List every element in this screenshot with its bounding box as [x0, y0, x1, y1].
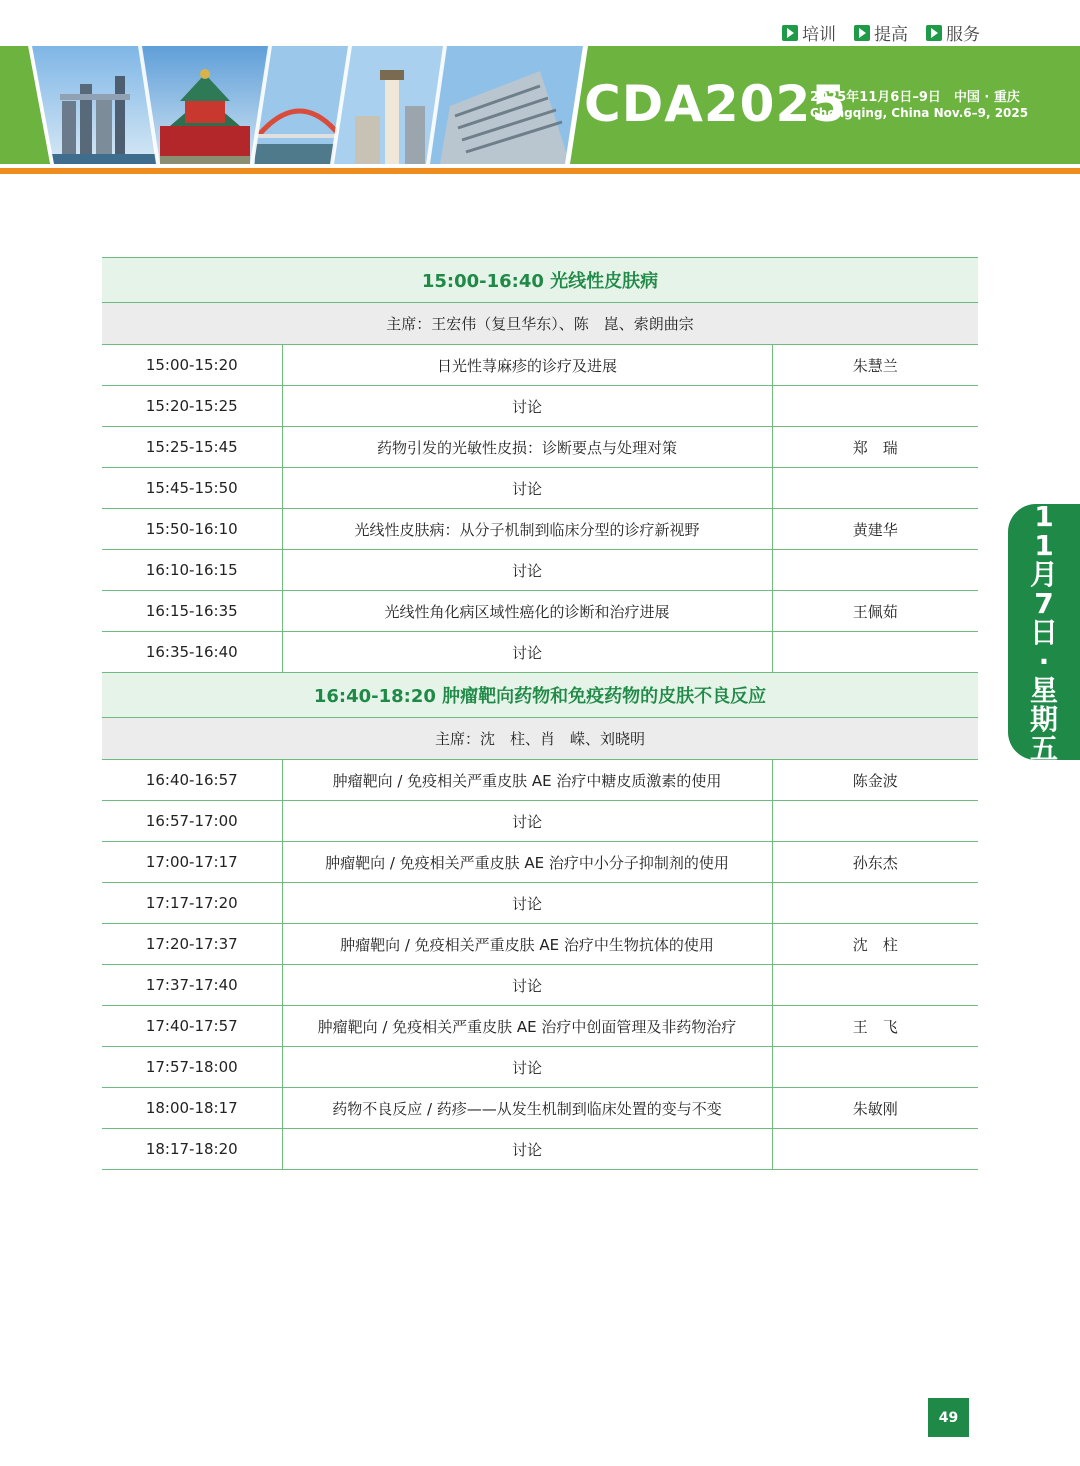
- row-topic: 讨论: [282, 386, 772, 427]
- tagline-item: [854, 20, 908, 45]
- play-arrow-icon: [926, 25, 942, 41]
- row-time: 15:25-15:45: [102, 427, 282, 468]
- row-time: 16:10-16:15: [102, 550, 282, 591]
- row-time: 17:40-17:57: [102, 1006, 282, 1047]
- row-topic: 日光性荨麻疹的诊疗及进展: [282, 345, 772, 386]
- row-time: 16:15-16:35: [102, 591, 282, 632]
- header-banner: [0, 46, 1080, 164]
- row-speaker: [772, 883, 978, 924]
- schedule-body: [102, 258, 978, 1170]
- event-date-cn: 2025年11月6日–9日 中国 · 重庆: [810, 90, 1020, 105]
- row-speaker: 朱慧兰: [772, 345, 978, 386]
- event-date-en: Chongqing, China Nov.6–9, 2025: [810, 106, 1029, 120]
- row-topic: 药物引发的光敏性皮损：诊断要点与处理对策: [282, 427, 772, 468]
- row-time: 17:17-17:20: [102, 883, 282, 924]
- brand-logo-text: CDA2025: [584, 75, 848, 133]
- row-topic: 肿瘤靶向 / 免疫相关严重皮肤 AE 治疗中糖皮质激素的使用: [282, 760, 772, 801]
- row-time: 16:57-17:00: [102, 801, 282, 842]
- row-topic: 讨论: [282, 883, 772, 924]
- row-time: 17:00-17:17: [102, 842, 282, 883]
- row-speaker: [772, 1047, 978, 1088]
- table-row: [102, 883, 978, 924]
- tagline-item: [782, 20, 836, 45]
- row-time: 15:20-15:25: [102, 386, 282, 427]
- schedule-table: [102, 257, 978, 1170]
- row-topic: 讨论: [282, 550, 772, 591]
- row-time: 18:17-18:20: [102, 1129, 282, 1170]
- play-arrow-icon: [854, 25, 870, 41]
- table-row: [102, 632, 978, 673]
- row-time: 18:00-18:17: [102, 1088, 282, 1129]
- table-row: [102, 924, 978, 965]
- row-speaker: [772, 801, 978, 842]
- tagline-item: [926, 20, 980, 45]
- row-time: 15:45-15:50: [102, 468, 282, 509]
- row-speaker: 朱敏刚: [772, 1088, 978, 1129]
- play-arrow-icon: [782, 25, 798, 41]
- table-row: [102, 1047, 978, 1088]
- session-chair-row: [102, 718, 978, 760]
- table-row: [102, 386, 978, 427]
- row-speaker: [772, 550, 978, 591]
- event-info: [810, 86, 1028, 120]
- row-speaker: [772, 468, 978, 509]
- row-speaker: [772, 386, 978, 427]
- row-speaker: [772, 1129, 978, 1170]
- row-time: 15:50-16:10: [102, 509, 282, 550]
- table-row: [102, 509, 978, 550]
- row-speaker: 王 飞: [772, 1006, 978, 1047]
- row-time: 17:57-18:00: [102, 1047, 282, 1088]
- row-time: 15:00-15:20: [102, 345, 282, 386]
- header-tagline: [782, 20, 980, 45]
- date-side-tab-label: 11月7日·星期五: [1029, 499, 1058, 765]
- table-row: [102, 842, 978, 883]
- row-time: 16:40-16:57: [102, 760, 282, 801]
- session-header-row: [102, 673, 978, 718]
- table-row: [102, 550, 978, 591]
- table-row: [102, 965, 978, 1006]
- row-topic: 药物不良反应 / 药疹——从发生机制到临床处置的变与不变: [282, 1088, 772, 1129]
- row-topic: 讨论: [282, 632, 772, 673]
- row-time: 17:20-17:37: [102, 924, 282, 965]
- row-speaker: 王佩茹: [772, 591, 978, 632]
- table-row: [102, 1088, 978, 1129]
- row-topic: 肿瘤靶向 / 免疫相关严重皮肤 AE 治疗中创面管理及非药物治疗: [282, 1006, 772, 1047]
- table-row: [102, 591, 978, 632]
- row-time: 17:37-17:40: [102, 965, 282, 1006]
- date-side-tab: [1008, 499, 1080, 765]
- table-row: [102, 468, 978, 509]
- row-speaker: 郑 瑞: [772, 427, 978, 468]
- orange-divider: [0, 168, 1080, 174]
- row-topic: 光线性皮肤病：从分子机制到临床分型的诊疗新视野: [282, 509, 772, 550]
- city-photo-collage: [0, 46, 600, 164]
- session-title: 15:00-16:40 光线性皮肤病: [102, 258, 978, 303]
- row-topic: 讨论: [282, 1047, 772, 1088]
- row-speaker: [772, 965, 978, 1006]
- row-speaker: [772, 632, 978, 673]
- row-topic: 讨论: [282, 1129, 772, 1170]
- row-speaker: 陈金波: [772, 760, 978, 801]
- row-topic: 肿瘤靶向 / 免疫相关严重皮肤 AE 治疗中小分子抑制剂的使用: [282, 842, 772, 883]
- session-chair-row: [102, 303, 978, 345]
- table-row: [102, 427, 978, 468]
- tagline-text: 培训: [802, 25, 836, 45]
- table-row: [102, 801, 978, 842]
- table-row: [102, 760, 978, 801]
- table-row: [102, 1129, 978, 1170]
- row-time: 16:35-16:40: [102, 632, 282, 673]
- row-topic: 光线性角化病区域性癌化的诊断和治疗进展: [282, 591, 772, 632]
- session-title: 16:40-18:20 肿瘤靶向药物和免疫药物的皮肤不良反应: [102, 673, 978, 718]
- session-chair: 主席：王宏伟（复旦华东）、陈 崑、索朗曲宗: [102, 303, 978, 345]
- row-speaker: 沈 柱: [772, 924, 978, 965]
- table-row: [102, 1006, 978, 1047]
- row-topic: 肿瘤靶向 / 免疫相关严重皮肤 AE 治疗中生物抗体的使用: [282, 924, 772, 965]
- row-topic: 讨论: [282, 965, 772, 1006]
- row-topic: 讨论: [282, 801, 772, 842]
- session-header-row: [102, 258, 978, 303]
- row-speaker: 黄建华: [772, 509, 978, 550]
- page-number: 49: [928, 1398, 969, 1437]
- row-speaker: 孙东杰: [772, 842, 978, 883]
- tagline-text: 服务: [946, 25, 980, 45]
- tagline-text: 提高: [874, 25, 908, 45]
- row-topic: 讨论: [282, 468, 772, 509]
- table-row: [102, 345, 978, 386]
- session-chair: 主席：沈 柱、肖 嵘、刘晓明: [102, 718, 978, 760]
